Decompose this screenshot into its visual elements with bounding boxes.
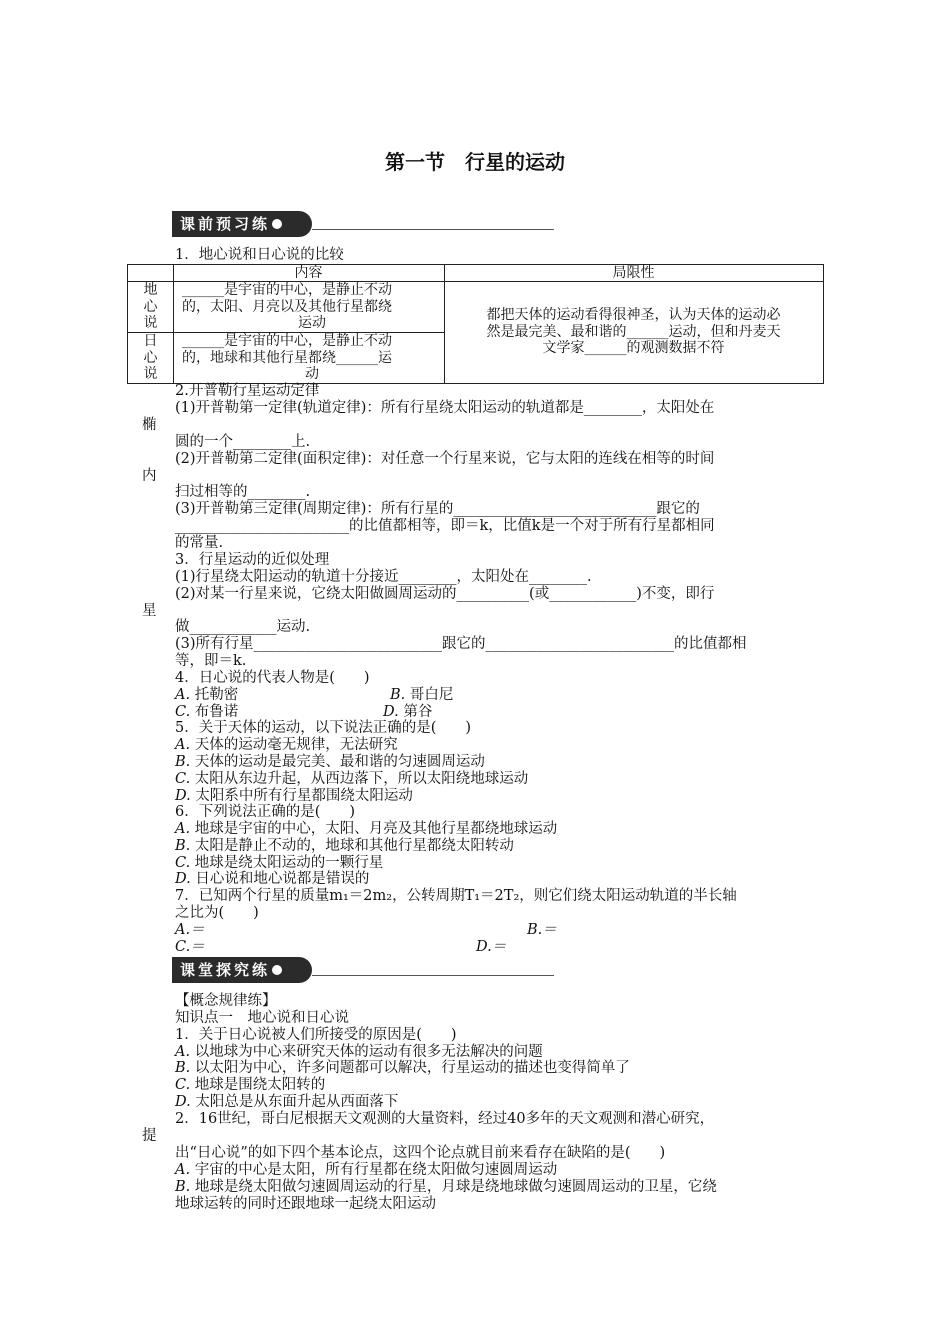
q7-option-b: B.＝ [527, 922, 557, 938]
section-label: 课前预习练 [180, 215, 271, 233]
q7-option-a: A.＝ [175, 922, 205, 938]
divider [312, 975, 554, 976]
q2-line: 的常量. [175, 535, 224, 551]
comparison-table [127, 264, 824, 384]
q1-heading: 1．地心说和日心说的比较 [175, 247, 344, 263]
q3-line: (1)行星绕太阳运动的轨道十分接近________，太阳处在________. [175, 569, 592, 585]
geocentric-content: ______是宇宙的中心，是静止不动 的，太阳、月亮以及其他行星都绕 运动 [182, 282, 392, 331]
p1-stem: 1．关于日心说被人们所接受的原因是( ) [175, 1027, 457, 1043]
q2-wrap-char: 椭 [142, 417, 157, 433]
q4-option-d: D. 第谷 [383, 704, 433, 720]
q2-line: 扫过相等的________. [175, 484, 311, 500]
p2-stem: 2．16世纪，哥白尼根据天文观测的大量资料，经过40多年的天文观测和潜心研究， [175, 1111, 715, 1127]
q4-option-b: B. 哥白尼 [390, 687, 454, 703]
limitations-content: 都把天体的运动看得很神圣，认为天体的运动必 然是最完美、最和谐的______运动，但和丹麦天 文学家______的观测数据不符 [486, 307, 781, 356]
q3-line: 做____________运动. [175, 619, 311, 635]
q4-option-c: C. 布鲁诺 [175, 704, 239, 720]
q2-line: 圆的一个________上. [175, 434, 311, 450]
p2-wrap-char: 提 [142, 1128, 157, 1144]
p2-option-b-cont: 地球运转的同时还跟地球一起绕太阳运动 [175, 1196, 436, 1212]
p1-option-b: B. 以太阳为中心，许多问题都可以解决，行星运动的描述也变得简单了 [175, 1060, 630, 1076]
bullet-dot-icon [272, 219, 282, 229]
q6-stem: 6．下列说法正确的是( ) [175, 804, 356, 820]
q2-line: (2)开普勒第二定律(面积定律)：对任意一个行星来说，它与太阳的连线在相等的时间 [175, 451, 715, 467]
q5-option-d: D. 太阳系中所有行星都围绕太阳运动 [175, 788, 413, 804]
section-label: 课堂探究练 [180, 961, 271, 979]
p2-option-a: A. 宇宙的中心是太阳，所有行星都在绕太阳做匀速圆周运动 [175, 1162, 558, 1178]
q7-option-d: D.＝ [476, 939, 507, 955]
q7-option-c: C.＝ [175, 939, 205, 955]
knowledge-point: 知识点一 地心说和日心说 [175, 1010, 349, 1026]
q6-option-a: A. 地球是宇宙的中心，太阳、月亮及其他行星都绕地球运动 [175, 821, 558, 837]
row-label-geocentric: 地 心 说 [143, 282, 158, 331]
q4-option-a: A. 托勒密 [175, 687, 239, 703]
table-header-content: 内容 [294, 265, 323, 281]
q5-option-a: A. 天体的运动毫无规律，无法研究 [175, 737, 398, 753]
q5-option-c: C. 太阳从东边升起，从西边落下，所以太阳绕地球运动 [175, 771, 529, 787]
q2-line: (1)开普勒第一定律(轨道定律)：所有行星绕太阳运动的轨道都是________，太阳处在 [175, 400, 715, 416]
p2-option-b: B. 地球是绕太阳做匀速圆周运动的行星，月球是绕地球做匀速圆周运动的卫星，它绕 [175, 1179, 717, 1195]
table-header-limit: 局限性 [612, 265, 655, 281]
p1-option-c: C. 地球是围绕太阳转的 [175, 1077, 326, 1093]
q2-line: ________________________的比值都相等，即＝k，比值k是一个对于所有行星都相同 [175, 518, 715, 534]
q4-stem: 4．日心说的代表人物是( ) [175, 670, 370, 686]
q3-line: (3)所有行星__________________________跟它的__________________________的比值都相 [175, 636, 747, 652]
q3-wrap-char: 星 [142, 603, 157, 619]
p1-option-d: D. 太阳总是从东面升起从西面落下 [175, 1094, 399, 1110]
practice-heading: 【概念规律练】 [175, 993, 277, 1009]
p1-option-a: A. 以地球为中心来研究天体的运动有很多无法解决的问题 [175, 1044, 543, 1060]
q2-line: (3)开普勒第三定律(周期定律)：所有行星的____________________________跟它的 [175, 501, 700, 517]
q3-line: 等，即＝k. [175, 653, 247, 669]
q6-option-d: D. 日心说和地心说都是错误的 [175, 871, 370, 887]
q7-stem: 之比为( ) [175, 905, 259, 921]
q5-stem: 5．关于天体的运动，以下说法正确的是( ) [175, 720, 472, 736]
q5-option-b: B. 天体的运动是最完美、最和谐的匀速圆周运动 [175, 754, 485, 770]
q2-heading: 2.开普勒行星运动定律 [175, 383, 320, 399]
q2-wrap-char: 内 [142, 468, 157, 484]
p2-stem: 出“日心说”的如下四个基本论点，这四个论点就目前来看存在缺陷的是( ) [175, 1145, 666, 1161]
q6-option-b: B. 太阳是静止不动的，地球和其他行星都绕太阳转动 [175, 838, 514, 854]
heliocentric-content: ______是宇宙的中心，是静止不动 的，地球和其他行星都绕______运 动 [182, 333, 392, 382]
row-label-heliocentric: 日 心 说 [143, 333, 158, 382]
divider [312, 229, 554, 230]
q3-line: (2)对某一行星来说，它绕太阳做圆周运动的__________(或____________)不变，即行 [175, 586, 715, 602]
q6-option-c: C. 地球是绕太阳运动的一颗行星 [175, 855, 384, 871]
q3-heading: 3．行星运动的近似处理 [175, 552, 330, 568]
bullet-dot-icon [272, 965, 282, 975]
q7-stem: 7．已知两个行星的质量m₁＝2m₂，公转周期T₁＝2T₂，则它们绕太阳运动轨道的半长轴 [175, 888, 737, 904]
page-title: 第一节 行星的运动 [385, 150, 565, 174]
